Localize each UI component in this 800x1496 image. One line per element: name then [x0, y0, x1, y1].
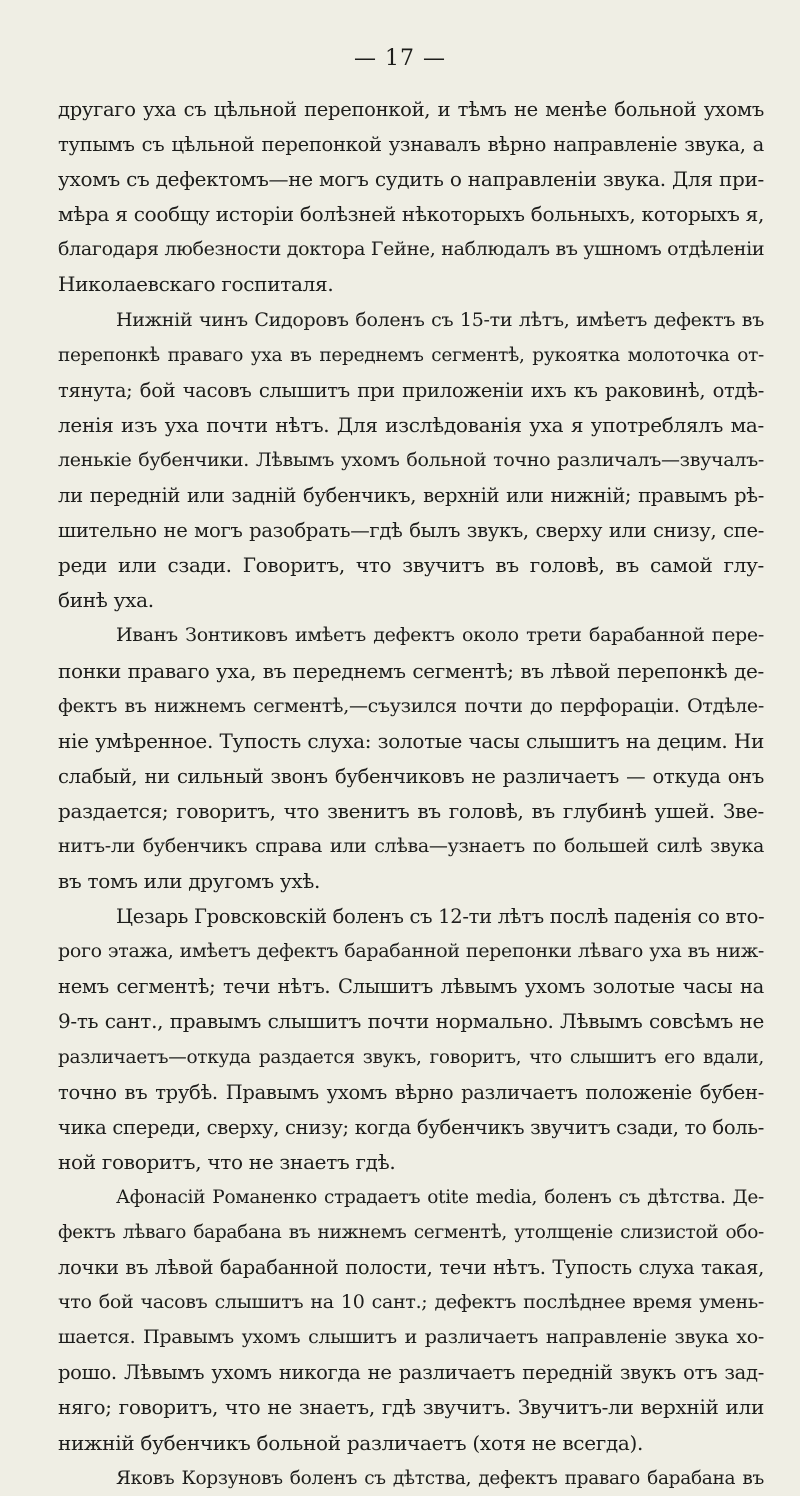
paragraph-1: [58, 92, 764, 303]
text-line: слабый, ни сильный звонъ бубенчиковъ не различаетъ — откуда онъ: [58, 764, 764, 788]
text-line: ніе умѣренное. Тупость слуха: золотые часы слышитъ на децим. Ни: [58, 728, 764, 753]
text-line: няго; говоритъ, что не знаетъ, гдѣ звучитъ. Звучитъ-ли верхній или: [58, 1395, 764, 1420]
paragraph-4: [58, 899, 764, 1180]
text-line: 9-ть сант., правымъ слышитъ почти нормально. Лѣвымъ совсѣмъ не: [58, 1009, 764, 1034]
text-line: различаетъ—откуда раздается звукъ, говоритъ, что слышитъ его вдали,: [58, 1046, 764, 1068]
text-line: Нижній чинъ Сидоровъ боленъ съ 15-ти лѣтъ, имѣетъ дефектъ въ: [116, 308, 764, 331]
text-line: Яковъ Корзуновъ боленъ съ дѣтства, дефектъ праваго барабана въ: [116, 1467, 764, 1489]
text-line: чика спереди, сверху, снизу; когда бубенчикъ звучитъ сзади, то боль-: [58, 1115, 764, 1139]
text-line: ухомъ съ дефектомъ—не могъ судить о направленіи звука. Для при-: [58, 167, 764, 192]
text-line: нитъ-ли бубенчикъ справа или слѣва—узнаетъ по большей силѣ звука: [58, 834, 764, 857]
text-line: Цезарь Гровсковскій боленъ съ 12-ти лѣтъ послѣ паденія со вто-: [116, 905, 764, 929]
text-line: въ томъ или другомъ ухѣ.: [58, 869, 321, 894]
text-line: тупымъ съ цѣльной перепонкой узнавалъ вѣрно направленіе звука, а: [58, 133, 764, 157]
text-line: бинѣ уха.: [58, 588, 154, 613]
text-line: что бой часовъ слышитъ на 10 сант.; дефектъ послѣднее время умень-: [58, 1291, 764, 1314]
text-line: ленія изъ уха почти нѣтъ. Для изслѣдованія уха я употреблялъ ма-: [58, 412, 764, 437]
text-line: нижній бубенчикъ больной различаетъ (хотя не всегда).: [58, 1430, 644, 1455]
text-line: шительно не могъ разобрать—гдѣ былъ звукъ, сверху или снизу, спе-: [58, 519, 764, 543]
paragraph-3: [58, 618, 764, 899]
text-line: шается. Правымъ ухомъ слышитъ и различаетъ направленіе звука хо-: [58, 1326, 764, 1349]
text-line: фектъ лѣваго барабана въ нижнемъ сегментѣ, утолщеніе слизистой обо-: [58, 1222, 764, 1243]
text-line: фектъ въ нижнемъ сегментѣ,—съузился почти до перфораціи. Отдѣле-: [58, 694, 764, 717]
text-line: другаго уха съ цѣльной перепонкой, и тѣмъ не менѣе больной ухомъ: [58, 98, 764, 121]
text-line: Иванъ Зонтиковъ имѣетъ дефектъ около трети барабанной пере-: [116, 624, 764, 647]
text-line: лочки въ лѣвой барабанной полости, течи нѣтъ. Тупость слуха такая,: [58, 1256, 764, 1280]
text-line: Афонасій Романенко страдаетъ otite media, боленъ съ дѣтства. Де-: [116, 1186, 764, 1208]
paragraph-5: [58, 1180, 764, 1461]
text-line: немъ сегментѣ; течи нѣтъ. Слышитъ лѣвымъ ухомъ золотые часы на: [58, 975, 764, 999]
text-line: ли передній или задній бубенчикъ, верхній или нижній; правымъ рѣ-: [58, 484, 764, 508]
text-line: раздается; говоритъ, что звенитъ въ головѣ, въ глубинѣ ушей. Зве-: [58, 798, 764, 823]
text-line: мѣра я сообщу исторіи болѣзней нѣкоторыхъ больныхъ, которыхъ я,: [58, 202, 764, 227]
text-line: точно въ трубѣ. Правымъ ухомъ вѣрно различаетъ положеніе бубен-: [58, 1080, 764, 1104]
text-line: перепонкѣ праваго уха въ переднемъ сегментѣ, рукоятка молоточка от-: [58, 344, 764, 366]
text-line: ной говоритъ, что не знаетъ гдѣ.: [58, 1149, 396, 1174]
text-line: рошо. Лѣвымъ ухомъ никогда не различаетъ передній звукъ отъ зад-: [58, 1361, 764, 1385]
text-line: реди или сзади. Говоритъ, что звучитъ въ головѣ, въ самой глу-: [58, 553, 764, 578]
paragraph-2: [58, 303, 764, 619]
text-line: Николаевскаго госпиталя.: [58, 272, 334, 297]
text-line: тянута; бой часовъ слышитъ при приложеніи ихъ къ раковинѣ, отдѣ-: [58, 378, 764, 402]
paragraph-6: [58, 1461, 764, 1496]
body-text: [58, 92, 764, 1496]
text-line: благодаря любезности доктора Гейне, наблюдалъ въ ушномъ отдѣленіи: [58, 238, 764, 261]
text-line: ленькіе бубенчики. Лѣвымъ ухомъ больной точно различалъ—звучалъ-: [58, 448, 764, 471]
page-number: — 17 —: [354, 46, 446, 71]
text-line: рого этажа, имѣетъ дефектъ барабанной перепонки лѣваго уха въ ниж-: [58, 940, 764, 963]
text-line: понки праваго уха, въ переднемъ сегментѣ; въ лѣвой перепонкѣ де-: [58, 658, 764, 683]
